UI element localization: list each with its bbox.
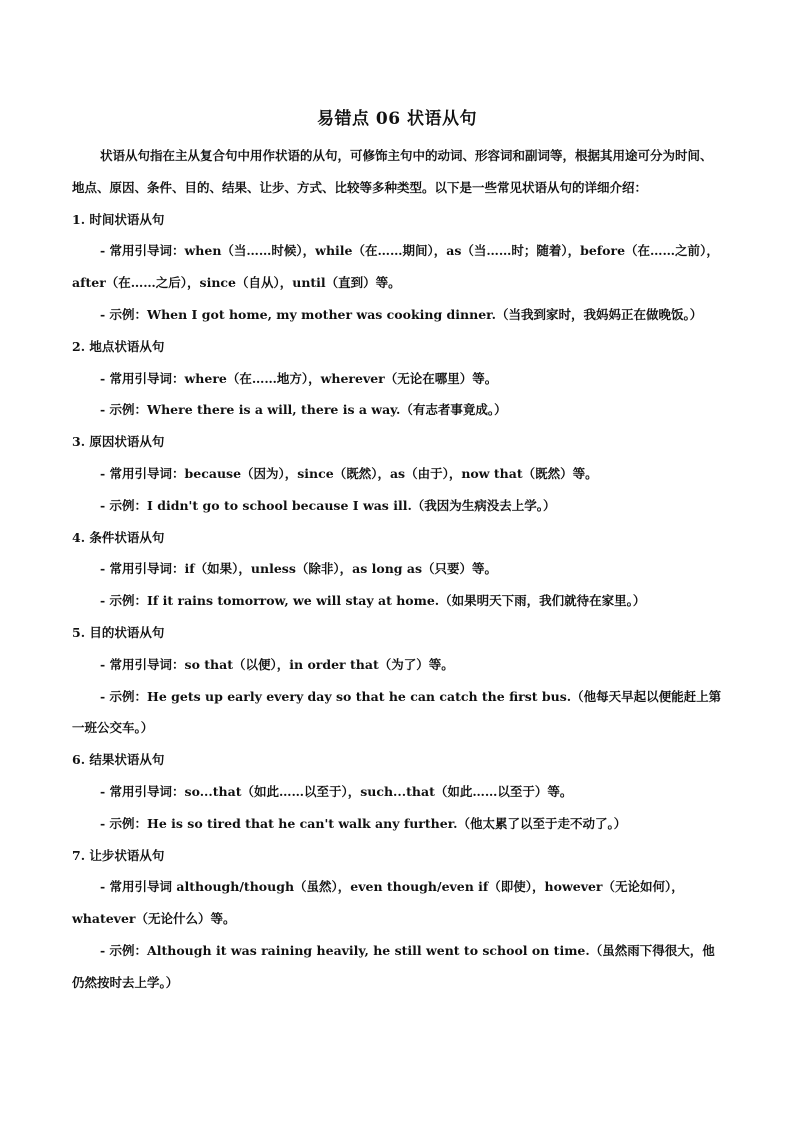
- section-heading-time: 1. 时间状语从句: [72, 211, 165, 227]
- section-words-result: - 常用引导词：so...that（如此……以至于），such...that（如此……以至于）等。: [100, 783, 573, 799]
- section-heading-condition: 4. 条件状语从句: [72, 529, 165, 545]
- section-example-purpose: - 示例：He gets up early every day so that he can catch the first bus.（他每天早起以便能赶上第一班公交车。）: [72, 688, 722, 736]
- section-example-place: - 示例：Where there is a will, there is a way.（有志者事竟成。）: [100, 402, 507, 418]
- section-words-concession: - 常用引导词 although/though（虽然），even though/even if（即使），however（无论如何），whatever（无论什么）等。: [72, 879, 684, 927]
- section-words-reason: - 常用引导词：because（因为），since（既然），as（由于），now that（既然）等。: [100, 465, 598, 481]
- page-title: 易错点 06 状语从句: [317, 109, 477, 129]
- section-words-condition: - 常用引导词：if（如果），unless（除非），as long as（只要）等。: [100, 561, 498, 577]
- intro-paragraph: 状语从句指在主从复合句中用作状语的从句，可修饰主句中的动词、形容词和副词等，根据其用途可分为时间、地点、原因、条件、目的、结果、让步、方式、比较等多种类型。以下是一些常见状语从句的详细介绍：: [72, 148, 713, 195]
- section-heading-place: 2. 地点状语从句: [72, 338, 165, 354]
- section-words-time: - 常用引导词：when（当……时候），while（在……期间），as（当……时；随着），before（在……之前），after（在……之后），since（自从），until（直到）等。: [72, 243, 719, 291]
- section-heading-result: 6. 结果状语从句: [72, 752, 165, 768]
- section-example-time: - 示例：When I got home, my mother was cooking dinner.（当我到家时，我妈妈正在做晚饭。）: [100, 306, 703, 322]
- section-heading-reason: 3. 原因状语从句: [72, 434, 165, 450]
- section-example-reason: - 示例：I didn't go to school because I was ill.（我因为生病没去上学。）: [100, 497, 556, 513]
- document-body: [72, 140, 722, 999]
- section-example-condition: - 示例：If it rains tomorrow, we will stay at home.（如果明天下雨，我们就待在家里。）: [100, 593, 646, 609]
- section-heading-concession: 7. 让步状语从句: [72, 847, 165, 863]
- section-words-place: - 常用引导词：where（在……地方），wherever（无论在哪里）等。: [100, 370, 498, 386]
- section-example-concession: - 示例：Although it was raining heavily, he still went to school on time.（虽然雨下得很大，他仍然按时去上学。）: [72, 942, 715, 990]
- section-words-purpose: - 常用引导词：so that（以便），in order that（为了）等。: [100, 656, 454, 672]
- section-heading-purpose: 5. 目的状语从句: [72, 624, 165, 640]
- section-example-result: - 示例：He is so tired that he can't walk any further.（他太累了以至于走不动了。）: [100, 815, 627, 831]
